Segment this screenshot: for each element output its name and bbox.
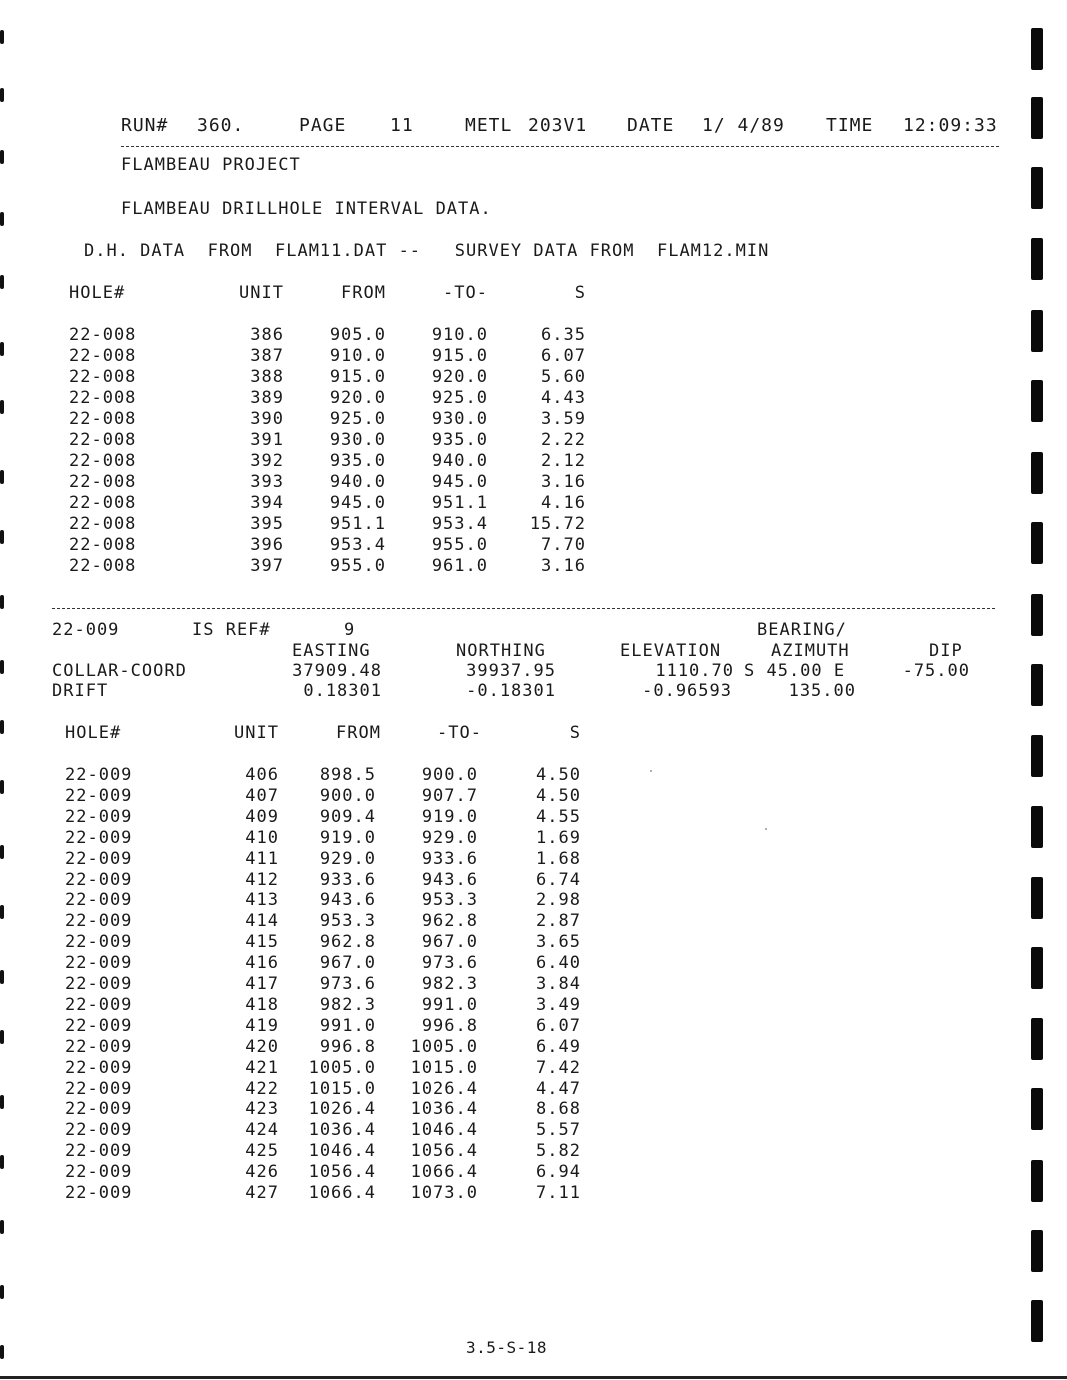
- table-row: [0, 934, 1000, 955]
- cell-s: 6.40: [536, 953, 581, 974]
- page-footer-code: 3.5-S-18: [466, 1338, 548, 1357]
- cell-hole: 22-009: [65, 890, 133, 911]
- page-label: PAGE: [299, 115, 347, 136]
- cell-hole: 22-008: [69, 388, 137, 408]
- cell-s: 4.16: [541, 493, 586, 513]
- cell-unit: 392: [250, 451, 284, 471]
- cell-unit: 416: [245, 953, 279, 974]
- report-title: FLAMBEAU DRILLHOLE INTERVAL DATA.: [121, 199, 492, 219]
- table-row: [0, 767, 1000, 788]
- cell-from: 982.3: [319, 994, 376, 1015]
- cell-unit: 410: [245, 827, 279, 848]
- table-row: [0, 955, 1000, 976]
- cell-unit: 411: [245, 848, 279, 869]
- cell-s: 3.16: [541, 472, 586, 492]
- cell-s: 6.49: [536, 1036, 581, 1057]
- cell-to: 1056.4: [410, 1141, 478, 1162]
- bottom-edge-line: [0, 1376, 1067, 1379]
- cell-s: 4.43: [541, 388, 586, 408]
- table-row: [0, 1057, 1000, 1081]
- azimuth-header: AZIMUTH: [771, 641, 850, 661]
- cell-unit: 389: [250, 388, 284, 408]
- drift-elevation: -0.96593: [642, 681, 732, 701]
- cell-hole: 22-009: [65, 785, 133, 806]
- cell-from: 991.0: [319, 1015, 376, 1036]
- cell-unit: 417: [245, 974, 279, 994]
- cell-to: 1015.0: [410, 1057, 478, 1078]
- collar-northing: 39937.95: [466, 661, 556, 681]
- table-row: [0, 558, 1000, 579]
- cell-hole: 22-009: [65, 1057, 133, 1078]
- cell-s: 5.60: [541, 367, 586, 387]
- collar-elevation: 1110.70: [655, 661, 734, 681]
- cell-s: 7.11: [536, 1183, 581, 1203]
- cell-from: 996.8: [319, 1036, 376, 1057]
- cell-from: 951.1: [329, 514, 386, 534]
- cell-from: 1026.4: [308, 1099, 376, 1120]
- table-row: [0, 806, 1000, 830]
- cell-s: 6.94: [536, 1162, 581, 1183]
- cell-unit: 388: [250, 367, 284, 387]
- cell-from: 910.0: [329, 346, 386, 366]
- col-hole: HOLE#: [69, 283, 126, 303]
- table-row: [0, 1185, 1000, 1206]
- col-s: S: [569, 723, 581, 743]
- table-row: [0, 994, 1000, 1018]
- table-row: [0, 827, 1000, 851]
- cell-s: 3.59: [541, 409, 586, 429]
- cell-hole: 22-008: [69, 514, 137, 534]
- cell-hole: 22-008: [69, 493, 137, 513]
- table-row: [0, 848, 1000, 872]
- drift-label: DRIFT: [52, 681, 109, 701]
- cell-to: 953.3: [421, 890, 478, 911]
- table-header: [0, 725, 1000, 746]
- cell-unit: 406: [245, 765, 279, 785]
- cell-hole: 22-009: [65, 806, 133, 827]
- cell-unit: 419: [245, 1015, 279, 1036]
- survey-hole-id: 22-009: [52, 620, 120, 640]
- table-row: [0, 348, 1000, 369]
- cell-from: 943.6: [319, 890, 376, 911]
- cell-hole: 22-009: [65, 1036, 133, 1057]
- cell-unit: 409: [245, 806, 279, 827]
- cell-from: 962.8: [319, 932, 376, 953]
- cell-s: 3.49: [536, 994, 581, 1015]
- collar-azimuth: S 45.00 E: [744, 661, 846, 681]
- cell-hole: 22-009: [65, 1162, 133, 1183]
- col-s: S: [574, 283, 586, 303]
- cell-unit: 394: [250, 493, 284, 513]
- cell-from: 940.0: [329, 472, 386, 492]
- table-row: [0, 1078, 1000, 1102]
- cell-to: 973.6: [421, 953, 478, 974]
- cell-hole: 22-009: [65, 827, 133, 848]
- cell-unit: 391: [250, 430, 284, 450]
- cell-s: 4.50: [536, 765, 581, 785]
- metl-label: METL: [465, 115, 513, 136]
- cell-to: 933.6: [421, 848, 478, 869]
- collar-label: COLLAR-COORD: [52, 661, 187, 681]
- collar-easting: 37909.48: [292, 661, 382, 681]
- cell-hole: 22-009: [65, 974, 133, 994]
- cell-to: 907.7: [421, 785, 478, 806]
- cell-s: 4.55: [536, 806, 581, 827]
- run-number: 360.: [197, 115, 245, 136]
- table-row: [0, 411, 1000, 432]
- cell-hole: 22-009: [65, 1015, 133, 1036]
- cell-to: 962.8: [421, 911, 478, 932]
- table-row: [0, 1015, 1000, 1039]
- cell-s: 1.68: [536, 848, 581, 869]
- table-row: [0, 369, 1000, 390]
- cell-to: 935.0: [431, 430, 488, 450]
- cell-to: 929.0: [421, 827, 478, 848]
- table-row: [0, 432, 1000, 453]
- page-number: 11: [390, 115, 414, 136]
- cell-unit: 407: [245, 785, 279, 806]
- cell-from: 1046.4: [308, 1141, 376, 1162]
- cell-from: 900.0: [319, 785, 376, 806]
- ref-label: IS REF#: [192, 620, 271, 640]
- cell-unit: 426: [245, 1162, 279, 1183]
- cell-from: 933.6: [319, 869, 376, 890]
- col-unit: UNIT: [234, 723, 279, 743]
- cell-from: 967.0: [319, 953, 376, 974]
- cell-hole: 22-009: [65, 911, 133, 932]
- cell-to: 1046.4: [410, 1120, 478, 1141]
- cell-s: 8.68: [536, 1099, 581, 1120]
- cell-s: 2.22: [541, 430, 586, 450]
- cell-hole: 22-009: [65, 953, 133, 974]
- cell-to: 967.0: [421, 932, 478, 953]
- data-source-line: D.H. DATA FROM FLAM11.DAT -- SURVEY DATA FROM FLAM12.MIN: [84, 241, 770, 261]
- cell-unit: 390: [250, 409, 284, 429]
- cell-hole: 22-008: [69, 409, 137, 429]
- cell-hole: 22-008: [69, 430, 137, 450]
- cell-unit: 423: [245, 1099, 279, 1120]
- northing-header: NORTHING: [456, 641, 546, 661]
- col-unit: UNIT: [239, 283, 284, 303]
- cell-to: 953.4: [431, 514, 488, 534]
- run-label: RUN#: [121, 115, 169, 136]
- cell-s: 6.35: [541, 325, 586, 345]
- col-to: -TO-: [437, 723, 482, 743]
- table-row: [0, 1164, 1000, 1185]
- table-row: [0, 1101, 1000, 1122]
- cell-unit: 420: [245, 1036, 279, 1057]
- cell-hole: 22-008: [69, 325, 137, 345]
- cell-hole: 22-009: [65, 1120, 133, 1141]
- cell-to: 930.0: [431, 409, 488, 429]
- cell-hole: 22-009: [65, 765, 133, 785]
- cell-hole: 22-009: [65, 1099, 133, 1120]
- cell-s: 4.47: [536, 1078, 581, 1099]
- cell-from: 925.0: [329, 409, 386, 429]
- cell-to: 1066.4: [410, 1162, 478, 1183]
- col-from: FROM: [341, 283, 386, 303]
- cell-from: 1056.4: [308, 1162, 376, 1183]
- cell-to: 996.8: [421, 1015, 478, 1036]
- cell-hole: 22-008: [69, 346, 137, 366]
- cell-unit: 427: [245, 1183, 279, 1203]
- cell-unit: 387: [250, 346, 284, 366]
- cell-from: 1066.4: [308, 1183, 376, 1203]
- cell-from: 919.0: [319, 827, 376, 848]
- cell-hole: 22-009: [65, 1078, 133, 1099]
- table-row: [0, 474, 1000, 495]
- cell-from: 909.4: [319, 806, 376, 827]
- drift-northing: -0.18301: [466, 681, 556, 701]
- cell-from: 929.0: [319, 848, 376, 869]
- cell-to: 951.1: [431, 493, 488, 513]
- cell-hole: 22-009: [65, 848, 133, 869]
- cell-to: 920.0: [431, 367, 488, 387]
- drift-easting: 0.18301: [303, 681, 382, 701]
- cell-hole: 22-009: [65, 1141, 133, 1162]
- cell-unit: 424: [245, 1120, 279, 1141]
- cell-hole: 22-009: [65, 1183, 133, 1203]
- section-rule: [52, 608, 995, 609]
- ref-number: 9: [344, 620, 356, 640]
- cell-from: 973.6: [319, 974, 376, 994]
- cell-from: 953.4: [329, 535, 386, 555]
- cell-to: 1026.4: [410, 1078, 478, 1099]
- cell-to: 945.0: [431, 472, 488, 492]
- time-value: 12:09:33: [903, 115, 998, 136]
- cell-from: 945.0: [329, 493, 386, 513]
- cell-to: 915.0: [431, 346, 488, 366]
- cell-to: 1005.0: [410, 1036, 478, 1057]
- cell-s: 5.57: [536, 1120, 581, 1141]
- cell-hole: 22-008: [69, 535, 137, 555]
- cell-s: 2.87: [536, 911, 581, 932]
- cell-hole: 22-008: [69, 451, 137, 471]
- col-from: FROM: [336, 723, 381, 743]
- cell-s: 3.16: [541, 556, 586, 576]
- cell-to: 955.0: [431, 535, 488, 555]
- cell-s: 3.84: [536, 974, 581, 994]
- elevation-header: ELEVATION: [620, 641, 722, 661]
- cell-s: 2.98: [536, 890, 581, 911]
- table-row: [0, 516, 1000, 537]
- cell-from: 898.5: [319, 765, 376, 785]
- date-label: DATE: [627, 115, 675, 136]
- cell-to: 925.0: [431, 388, 488, 408]
- cell-s: 1.69: [536, 827, 581, 848]
- cell-unit: 418: [245, 994, 279, 1015]
- cell-hole: 22-009: [65, 932, 133, 953]
- cell-s: 6.07: [541, 346, 586, 366]
- table-row: [0, 913, 1000, 934]
- cell-to: 910.0: [431, 325, 488, 345]
- cell-unit: 421: [245, 1057, 279, 1078]
- cell-to: 1073.0: [410, 1183, 478, 1203]
- cell-to: 961.0: [431, 556, 488, 576]
- cell-s: 15.72: [529, 514, 586, 534]
- col-hole: HOLE#: [65, 723, 122, 743]
- metl-value: 203V1: [528, 115, 588, 136]
- bearing-label: BEARING/: [757, 620, 847, 640]
- cell-unit: 412: [245, 869, 279, 890]
- dip-header: DIP: [929, 641, 963, 661]
- cell-unit: 414: [245, 911, 279, 932]
- table-row: [0, 892, 1000, 913]
- table-row: [0, 453, 1000, 474]
- cell-from: 1005.0: [308, 1057, 376, 1078]
- cell-to: 900.0: [421, 765, 478, 785]
- drift-azimuth: 135.00: [788, 681, 856, 701]
- cell-unit: 397: [250, 556, 284, 576]
- table-row: [0, 1036, 1000, 1060]
- time-label: TIME: [826, 115, 874, 136]
- cell-s: 3.65: [536, 932, 581, 953]
- cell-hole: 22-009: [65, 869, 133, 890]
- table-row: [0, 495, 1000, 516]
- cell-from: 920.0: [329, 388, 386, 408]
- header-rule: [121, 146, 999, 147]
- cell-to: 919.0: [421, 806, 478, 827]
- collar-dip: -75.00: [902, 661, 970, 681]
- cell-s: 4.50: [536, 785, 581, 806]
- cell-hole: 22-008: [69, 472, 137, 492]
- cell-unit: 415: [245, 932, 279, 953]
- table-row: [0, 785, 1000, 809]
- cell-s: 7.70: [541, 535, 586, 555]
- easting-header: EASTING: [292, 641, 371, 661]
- cell-from: 930.0: [329, 430, 386, 450]
- cell-hole: 22-008: [69, 556, 137, 576]
- cell-unit: 425: [245, 1141, 279, 1162]
- cell-hole: 22-009: [65, 994, 133, 1015]
- cell-to: 943.6: [421, 869, 478, 890]
- cell-from: 1015.0: [308, 1078, 376, 1099]
- cell-unit: 386: [250, 325, 284, 345]
- cell-from: 915.0: [329, 367, 386, 387]
- cell-unit: 395: [250, 514, 284, 534]
- cell-to: 982.3: [421, 974, 478, 994]
- table-row: [0, 976, 1000, 997]
- date-value: 1/ 4/89: [702, 115, 785, 136]
- cell-s: 5.82: [536, 1141, 581, 1162]
- cell-from: 953.3: [319, 911, 376, 932]
- cell-s: 7.42: [536, 1057, 581, 1078]
- cell-unit: 396: [250, 535, 284, 555]
- cell-to: 940.0: [431, 451, 488, 471]
- table-row: [0, 869, 1000, 893]
- cell-from: 955.0: [329, 556, 386, 576]
- table-row: [0, 1122, 1000, 1143]
- cell-unit: 413: [245, 890, 279, 911]
- cell-s: 2.12: [541, 451, 586, 471]
- cell-unit: 393: [250, 472, 284, 492]
- col-to: -TO-: [443, 283, 488, 303]
- table-row: [0, 537, 1000, 558]
- cell-to: 991.0: [421, 994, 478, 1015]
- cell-unit: 422: [245, 1078, 279, 1099]
- cell-from: 1036.4: [308, 1120, 376, 1141]
- table-row: [0, 390, 1000, 411]
- cell-s: 6.07: [536, 1015, 581, 1036]
- table-header: [0, 285, 1000, 306]
- table-row: [0, 327, 1000, 348]
- cell-to: 1036.4: [410, 1099, 478, 1120]
- cell-hole: 22-008: [69, 367, 137, 387]
- cell-s: 6.74: [536, 869, 581, 890]
- project-title: FLAMBEAU PROJECT: [121, 155, 301, 175]
- cell-from: 935.0: [329, 451, 386, 471]
- cell-from: 905.0: [329, 325, 386, 345]
- table-row: [0, 1143, 1000, 1164]
